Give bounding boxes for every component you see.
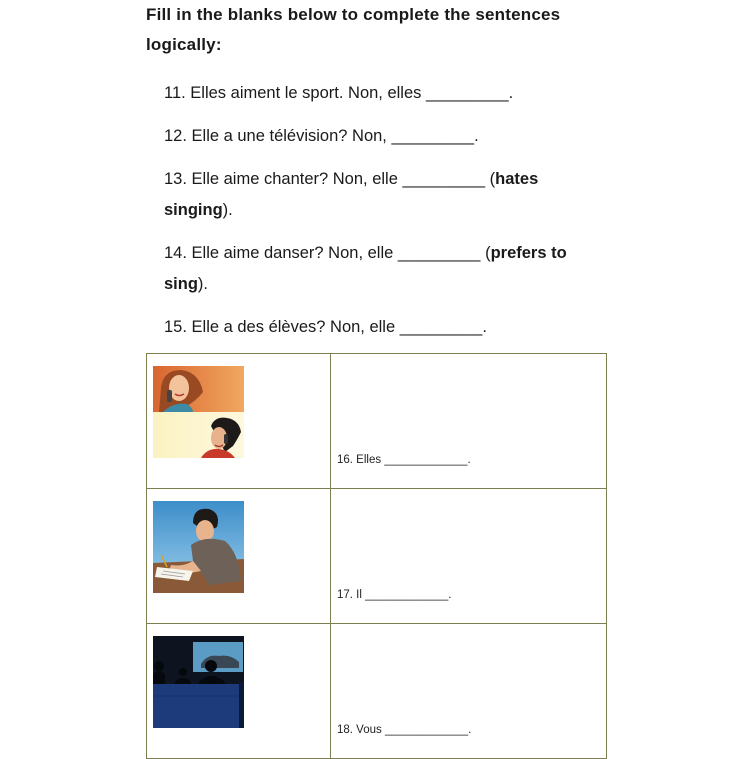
movie-theater-image: [153, 636, 244, 728]
hint-text: hates singing: [164, 170, 539, 219]
picture-exercise-table: [146, 353, 607, 759]
row-end: .: [467, 454, 471, 466]
row-label-text: 16. Elles: [337, 454, 385, 466]
row-label-text: 17. Il: [337, 589, 366, 601]
question-text: 11. Elles aiment le sport. Non, elles: [164, 84, 426, 102]
question-item: [164, 312, 594, 343]
question-end: .: [508, 84, 514, 102]
question-item: [164, 238, 594, 300]
paren-open: (: [485, 170, 496, 188]
instructions-heading: Fill in the blanks below to complete the sentences logically:: [146, 5, 561, 54]
question-text: 15. Elle a des élèves? Non, elle: [164, 318, 400, 336]
question-end: .: [482, 318, 487, 336]
question-item: [164, 121, 594, 152]
student-studying-image: [153, 501, 244, 593]
image-cell: [147, 354, 331, 489]
answer-blank[interactable]: _________: [397, 244, 481, 262]
image-cell: [147, 489, 331, 624]
row-prompt: [337, 454, 471, 466]
answer-blank[interactable]: _________: [391, 127, 475, 145]
question-item: [164, 78, 594, 109]
table-row: [147, 354, 607, 489]
answer-blank[interactable]: _____________: [384, 724, 469, 736]
answer-blank[interactable]: _________: [399, 318, 483, 336]
answer-cell: [331, 624, 607, 759]
answer-blank[interactable]: _____________: [384, 454, 468, 466]
question-end: ).: [222, 201, 233, 219]
row-prompt: [337, 589, 452, 601]
answer-cell: [331, 354, 607, 489]
question-text: 13. Elle aime chanter? Non, elle: [164, 170, 403, 188]
question-text: 14. Elle aime danser? Non, elle: [164, 244, 398, 262]
two-women-on-phone-image: [153, 366, 244, 458]
answer-blank[interactable]: _____________: [365, 589, 449, 601]
question-list: [164, 78, 594, 355]
question-end: .: [474, 127, 479, 145]
question-end: ).: [197, 275, 209, 293]
answer-blank[interactable]: _________: [426, 84, 509, 102]
paren-open: (: [480, 244, 491, 262]
question-text: 12. Elle a une télévision? Non,: [164, 127, 392, 145]
answer-cell: [331, 489, 607, 624]
row-prompt: [337, 724, 471, 736]
image-cell: [147, 624, 331, 759]
answer-blank[interactable]: _________: [402, 170, 486, 188]
table-row: [147, 624, 607, 759]
table-row: [147, 489, 607, 624]
row-end: .: [468, 724, 472, 736]
row-end: .: [448, 589, 452, 601]
row-label-text: 18. Vous: [337, 724, 385, 736]
hint-text: prefers to sing: [164, 244, 567, 293]
question-item: [164, 164, 594, 226]
